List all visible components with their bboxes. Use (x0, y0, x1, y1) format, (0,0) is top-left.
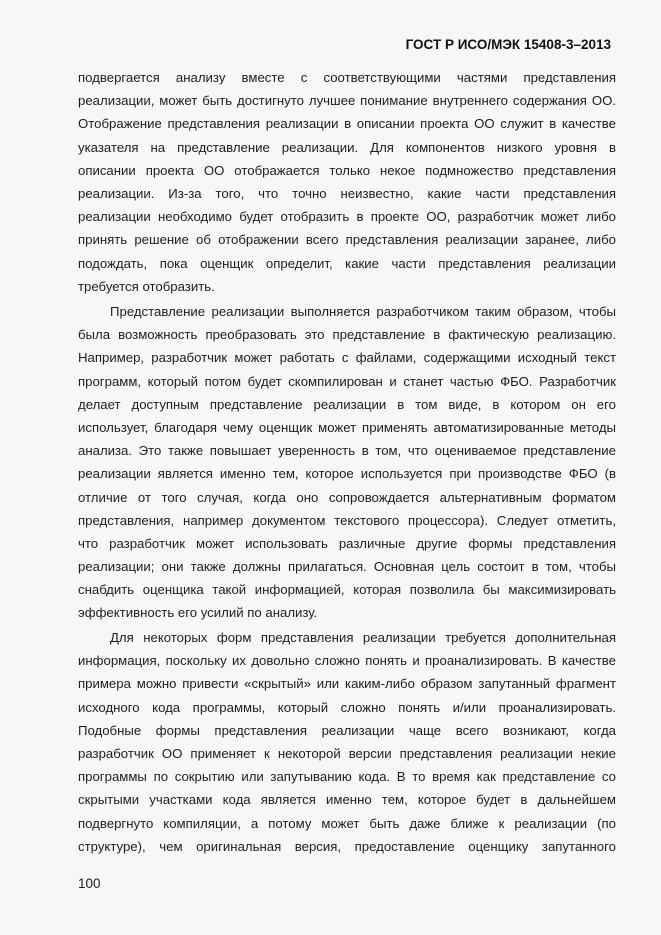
text-line: программ, который потом будет скомпилирован и станет частью ФБО. Разработчик (78, 373, 616, 389)
text-line: информация, поскольку их довольно сложно понять и проанализировать. В качестве (78, 653, 616, 669)
text-line: описании проекта ОО отображается только некое подмножество представления (78, 162, 616, 178)
text-line: была возможность преобразовать это представление в фактическую реализацию. (78, 327, 616, 343)
text-line: эффективность его усилий по анализу. (78, 605, 318, 621)
text-line: подвергнуто компиляции, а потому может быть даже ближе к реализации (по (78, 815, 616, 831)
text-line: реализации, может быть достигнуто лучшее понимание внутреннего содержания ОО. (78, 93, 616, 109)
text-line: Например, разработчик может работать с файлами, содержащими исходный текст (78, 350, 616, 366)
text-line: реализации; они также должны прилагаться. Основная цель состоит в том, чтобы (78, 559, 616, 575)
text-line: принять решение об отображении всего представления реализации заранее, либо (78, 232, 616, 248)
text-line: Отображение представления реализации в описании проекта ОО служит в качестве (78, 116, 616, 132)
text-line: анализа. Это также повышает уверенность в том, что оцениваемое представление (78, 443, 616, 459)
text-line: Для некоторых форм представления реализации требуется дополнительная (110, 630, 616, 645)
text-line: что разработчик может использовать различные другие формы представления (78, 535, 616, 551)
text-line: Подобные формы представления реализации чаще всего возникают, когда (78, 722, 616, 738)
text-line: примера можно привести «скрытый» или каким-либо образом запутанный фрагмент (78, 676, 616, 692)
text-line: делает доступным представление реализации в том виде, в котором он его (78, 396, 616, 412)
text-line: представления, например документом текстового процессора). Следует отметить, (78, 512, 616, 528)
document-header: ГОСТ Р ИСО/МЭК 15408-3–2013 (405, 37, 611, 52)
text-line: снабдить оценщика такой информацией, которая позволила бы максимизировать (78, 582, 616, 598)
text-line: структуре), чем оригинальная версия, предоставление оценщику запутанного (78, 838, 616, 854)
text-line: отличие от того случая, когда оно сопровождается альтернативным форматом (78, 489, 616, 505)
text-line: подождать, пока оценщик определит, какие части представления реализации (78, 255, 616, 271)
paragraph-3 (78, 626, 616, 858)
paragraph-2 (78, 300, 616, 625)
text-line: исходного кода программы, который сложно понять и/или проанализировать. (78, 699, 616, 715)
text-line: разработчик ОО применяет к некоторой версии представления реализации некие (78, 745, 616, 761)
text-line: требуется отобразить. (78, 278, 215, 294)
paragraph-1 (78, 66, 616, 298)
text-line: реализации. Из-за того, что точно неизвестно, какие части представления (78, 185, 616, 201)
text-line: подвергается анализу вместе с соответствующими частями представления (78, 70, 616, 85)
text-line: реализации является именно тем, которое используется при производстве ФБО (в (78, 466, 616, 482)
text-line: скрытыми участками кода является именно тем, которое будет в дальнейшем (78, 792, 616, 808)
text-line: программы по сокрытию или запутыванию кода. В то время как представление со (78, 769, 616, 785)
text-line: использует, благодаря чему оценщик может применять автоматизированные методы (78, 419, 616, 435)
page-number: 100 (78, 876, 101, 891)
text-line: Представление реализации выполняется разработчиком таким образом, чтобы (110, 304, 616, 319)
text-line: указателя на представление реализации. Для компонентов низкого уровня в (78, 139, 616, 155)
text-line: реализации необходимо будет отобразить в проекте ОО, разработчик может либо (78, 209, 616, 225)
